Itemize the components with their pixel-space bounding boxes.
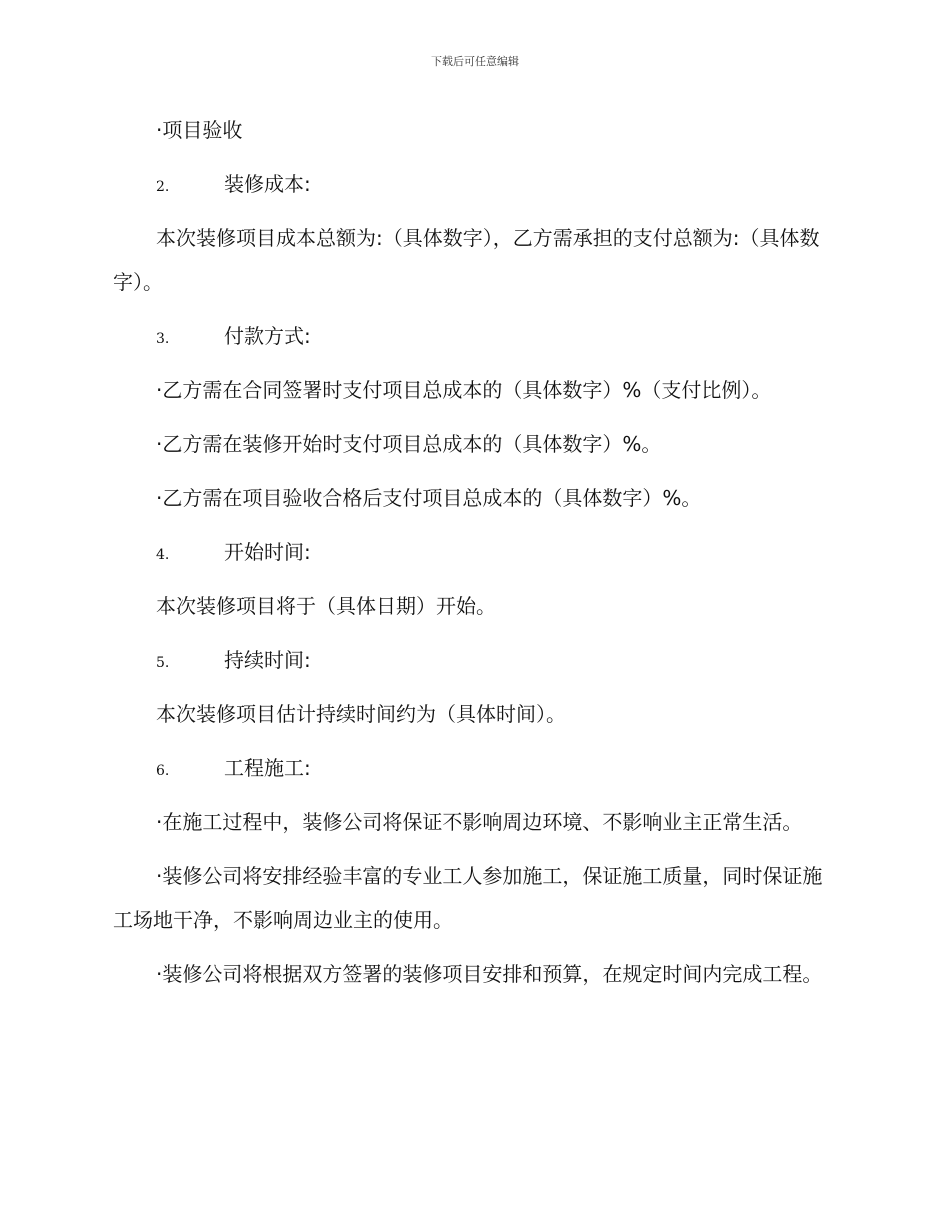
section-title: 开始时间:	[224, 540, 311, 564]
section-number: 5.	[156, 655, 170, 671]
bullet-project-acceptance: ·项目验收	[156, 118, 243, 142]
paragraph-start-time: 本次装修项目将于（具体日期）开始。	[156, 594, 496, 618]
bullet-payment-on-signing: ·乙方需在合同签署时支付项目总成本的（具体数字）%（支付比例）。	[156, 378, 772, 402]
section-2-heading	[113, 172, 828, 196]
paragraph-cost: 本次装修项目成本总额为:（具体数字），乙方需承担的支付总额为:（具体数字）。	[113, 226, 820, 294]
section-6-heading	[113, 756, 828, 780]
bullet-payment-on-start: ·乙方需在装修开始时支付项目总成本的（具体数字）%。	[156, 432, 662, 456]
section-4-heading	[113, 540, 828, 564]
section-number: 6.	[156, 763, 170, 779]
bullet-environment: ·在施工过程中，装修公司将保证不影响周边环境、不影响业主正常生活。	[156, 810, 803, 834]
section-title: 装修成本:	[224, 172, 311, 196]
section-title: 工程施工:	[224, 756, 311, 780]
bullet-workers: ·装修公司将安排经验丰富的专业工人参加施工，保证施工质量，同时保证施工场地干净，不影响周边业主的使用。	[113, 864, 823, 932]
section-title: 持续时间:	[224, 648, 311, 672]
section-5-heading	[113, 648, 828, 672]
section-number: 2.	[156, 179, 170, 195]
paragraph-duration: 本次装修项目估计持续时间约为（具体时间）。	[156, 702, 566, 726]
section-number: 3.	[156, 331, 170, 347]
page-header: 下载后可任意编辑	[431, 55, 519, 68]
section-number: 4.	[156, 547, 170, 563]
section-title: 付款方式:	[224, 324, 311, 348]
section-3-heading	[113, 324, 828, 348]
bullet-schedule: ·装修公司将根据双方签署的装修项目安排和预算，在规定时间内完成工程。	[156, 962, 823, 986]
document-body	[113, 110, 828, 996]
bullet-payment-on-acceptance: ·乙方需在项目验收合格后支付项目总成本的（具体数字）%。	[156, 486, 702, 510]
